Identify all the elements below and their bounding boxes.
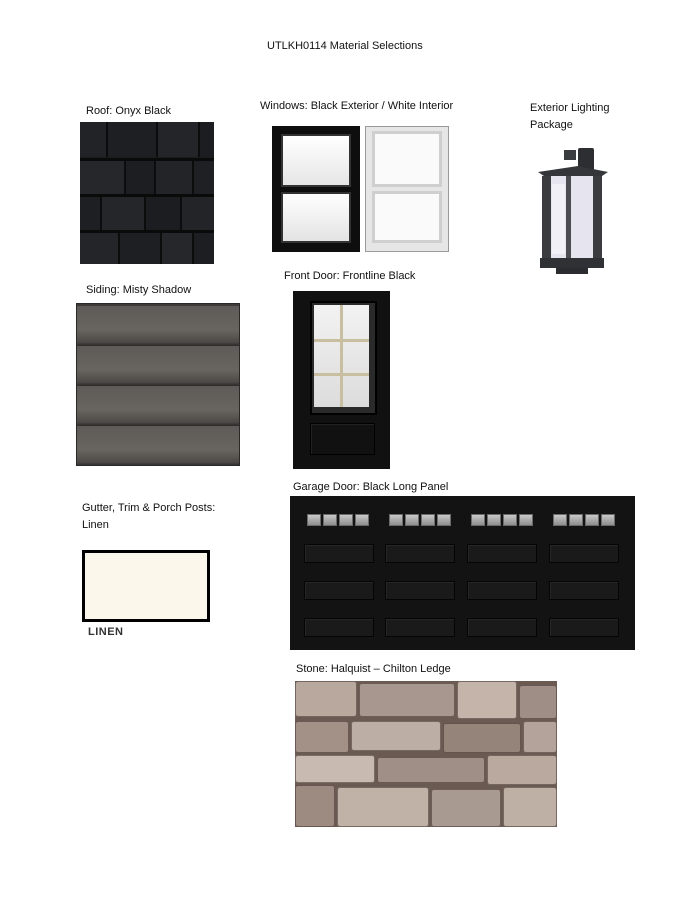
- windows-label: Windows: Black Exterior / White Interior: [260, 100, 454, 112]
- lighting-label: Exterior Lighting Package: [530, 102, 610, 131]
- stone-label: Stone: Halquist – Chilton Ledge: [296, 663, 451, 675]
- roof-swatch-image: [80, 122, 214, 264]
- lantern-icon: [530, 146, 620, 276]
- linen-caption: LINEN: [88, 626, 124, 638]
- front-door-image: [293, 291, 390, 469]
- siding-swatch-image: [76, 303, 240, 466]
- roof-label: Roof: Onyx Black: [86, 105, 171, 117]
- page-title: UTLKH0114 Material Selections: [267, 40, 423, 52]
- window-black-exterior-image: [272, 126, 360, 252]
- garage-door-label: Garage Door: Black Long Panel: [293, 481, 449, 493]
- gutter-trim-label: Gutter, Trim & Porch Posts: Linen: [82, 502, 216, 531]
- window-white-interior-image: [365, 126, 449, 252]
- stone-swatch-image: [295, 681, 557, 827]
- linen-swatch: [82, 550, 210, 622]
- front-door-label: Front Door: Frontline Black: [284, 270, 416, 282]
- siding-label: Siding: Misty Shadow: [86, 284, 192, 296]
